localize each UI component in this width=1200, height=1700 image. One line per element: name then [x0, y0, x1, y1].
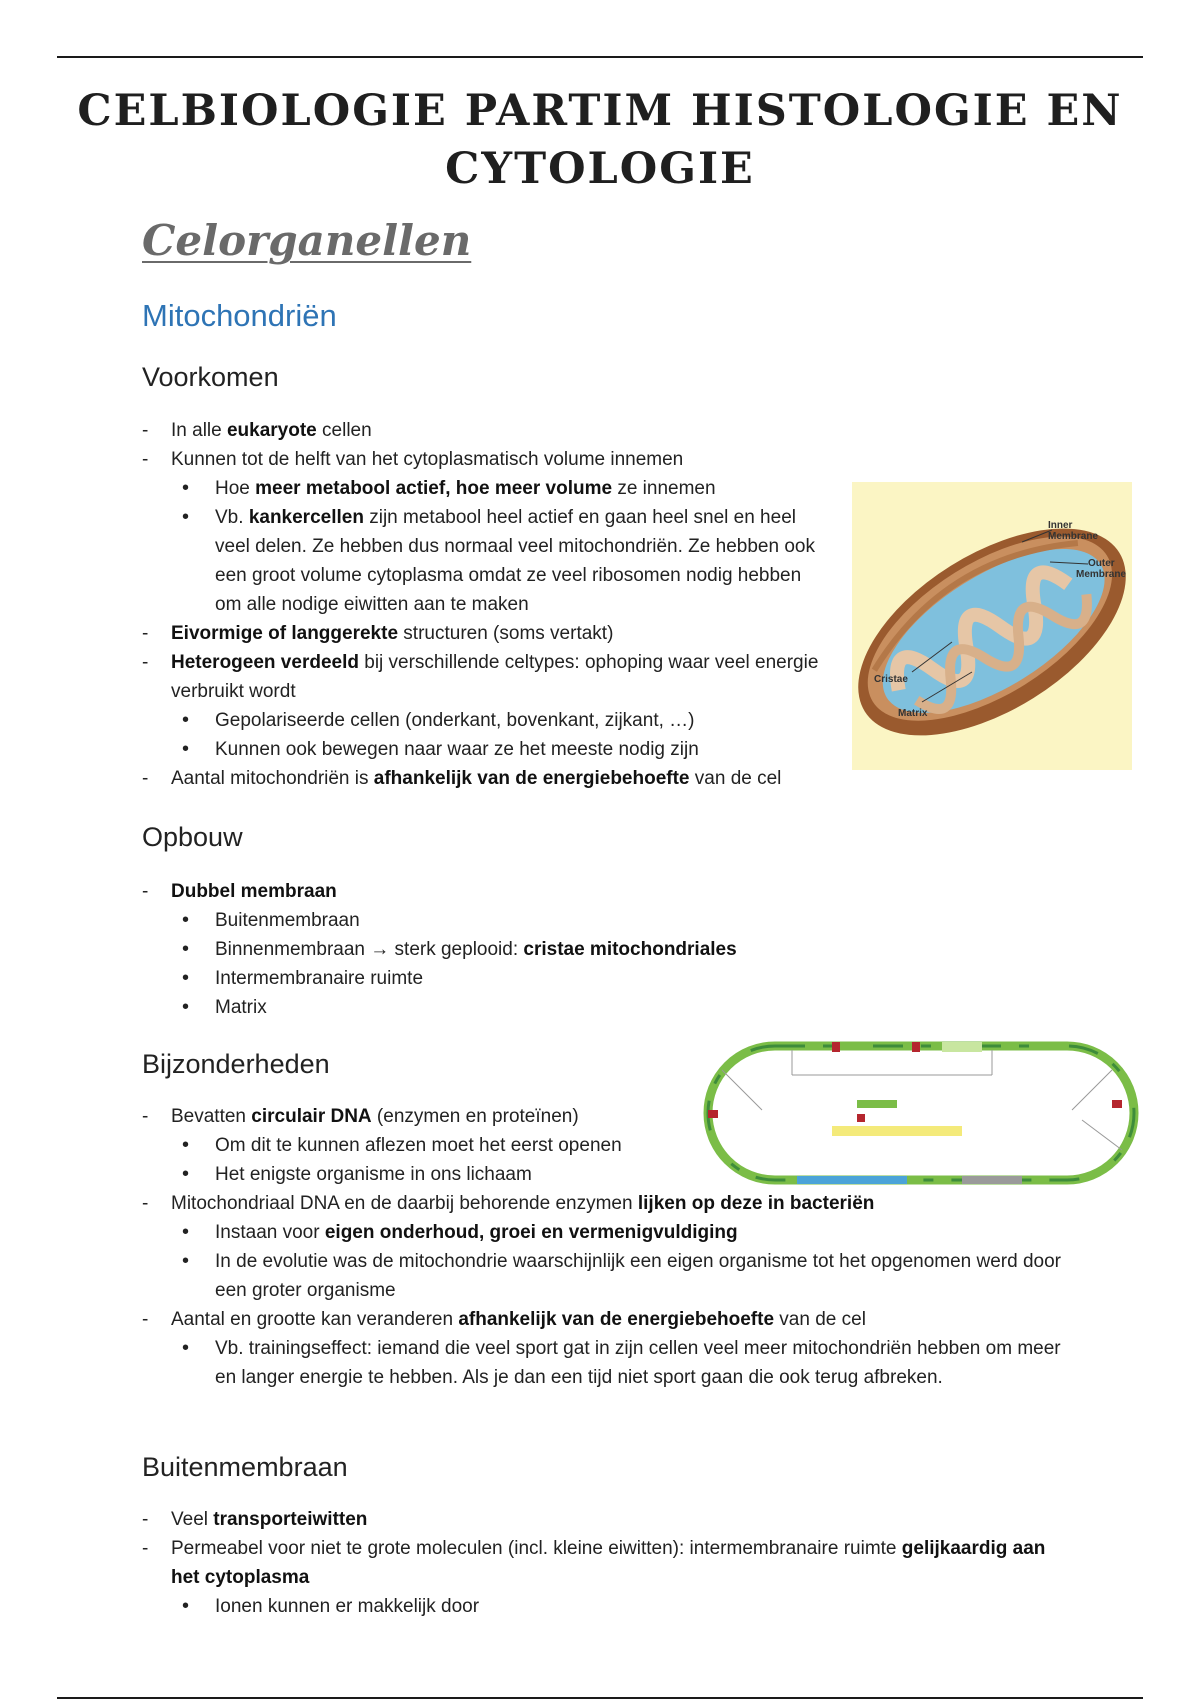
list-item [142, 1534, 1062, 1592]
bullet-item [142, 503, 832, 619]
bullet-item [142, 935, 1042, 964]
list-opbouw [142, 877, 1042, 1022]
text-run: (enzymen en proteïnen) [371, 1106, 579, 1127]
label-outer-2: Membrane [1076, 569, 1127, 580]
text-run: Hoe [215, 478, 256, 499]
heading-opbouw: Opbouw [142, 822, 243, 852]
text-run: Aantal mitochondriën is [171, 768, 374, 789]
mitochondrion-illustration [852, 482, 1132, 770]
text-run: Om dit te kunnen aflezen moet het eerst openen [215, 1135, 622, 1156]
bullet-item [142, 1592, 1062, 1621]
bullet-item [142, 1247, 1062, 1305]
heading-bijzonderheden: Bijzonderheden [142, 1049, 330, 1079]
label-matrix: Matrix [898, 708, 928, 719]
bold-text: cristae mitochondriales [523, 939, 737, 960]
top-rule [57, 56, 1143, 58]
subsection-heading: Mitochondriën [142, 298, 337, 333]
label-inner-2: Membrane [1048, 531, 1099, 542]
list-item [142, 1505, 1062, 1534]
list-item [142, 1102, 1062, 1131]
bold-text: afhankelijk van de energiebehoefte [458, 1309, 775, 1330]
bold-text: afhankelijk van de energiebehoefte [373, 768, 690, 789]
bullet-item [142, 474, 832, 503]
text-run: In de evolutie was de mitochondrie waarschijnlijk een eigen organisme tot het opgenomen werd door een groter organisme [215, 1251, 1062, 1301]
label-cristae: Cristae [874, 674, 908, 685]
bold-text: Heterogeen verdeeld [171, 652, 359, 673]
bold-text: eigen onderhoud, groei en vermenigvuldiging [324, 1222, 738, 1243]
text-run: Bevatten [171, 1106, 252, 1127]
text-run: ze innemen [612, 478, 716, 499]
heading-voorkomen: Voorkomen [142, 362, 279, 392]
text-run: Vb. [215, 507, 249, 528]
text-run: Buitenmembraan [215, 910, 360, 931]
text-run: In alle [171, 420, 227, 441]
text-run: van de cel [774, 1309, 866, 1330]
text-run: Veel [171, 1509, 214, 1530]
bullet-item [142, 906, 1042, 935]
list-item [142, 1189, 1062, 1218]
bold-text: Eivormige of langgerekte [171, 623, 399, 644]
list-item [142, 648, 832, 706]
text-run: Intermembranaire ruimte [215, 968, 424, 989]
bold-text: lijken op deze in bacteriën [637, 1193, 875, 1214]
bullet-item [142, 1160, 1062, 1189]
bold-text: kankercellen [248, 507, 364, 528]
list-item [142, 1305, 1062, 1334]
bullet-item [142, 706, 832, 735]
mitochondrion-figure [852, 482, 1132, 770]
text-run: Kunnen tot de helft van het cytoplasmatisch volume innemen [171, 449, 684, 470]
list-item [142, 416, 832, 445]
bold-text: meer metabool actief, hoe meer volume [255, 478, 613, 499]
text-run: Kunnen ook bewegen naar waar ze het meeste nodig zijn [215, 739, 699, 760]
text-run: Binnenmembraan → sterk geplooid: [215, 939, 524, 960]
bullet-item [142, 1334, 1062, 1392]
bold-text: transporteiwitten [213, 1509, 368, 1530]
bullet-item [142, 964, 1042, 993]
text-run: zijn metabool heel actief en gaan heel snel en heel veel delen. Ze hebben dus normaal veel mitochondriën. Ze hebben ook een groot volume cytoplasma omdat ze veel ribosomen nodig hebben om alle nodige eiwitten aan te maken [215, 507, 815, 615]
list-buitenmembraan [142, 1505, 1062, 1621]
list-voorkomen [142, 416, 832, 793]
list-item [142, 764, 832, 793]
text-run: Vb. trainingseffect: iemand die veel sport gat in zijn cellen veel meer mitochondriën hebben om meer en langer energie te hebben. Als je dan een tijd niet sport gaan die ook terug afbreken. [215, 1338, 1061, 1388]
bold-text: eukaryote [226, 420, 317, 441]
text-run: Matrix [215, 997, 267, 1018]
heading-buitenmembraan: Buitenmembraan [142, 1452, 348, 1482]
document-title: CELBIOLOGIE PARTIM HISTOLOGIE EN CYTOLOGIE [77, 86, 1123, 194]
label-outer: Outer [1088, 558, 1115, 569]
text-run: Mitochondriaal DNA en de daarbij behorende enzymen [171, 1193, 638, 1214]
text-run: bij verschillende celtypes: ophoping waar veel energie verbruikt wordt [171, 652, 819, 702]
bold-text: circulair DNA [251, 1106, 372, 1127]
text-run: Ionen kunnen er makkelijk door [215, 1596, 480, 1617]
text-run: Instaan voor [215, 1222, 325, 1243]
text-run: structuren (soms vertakt) [398, 623, 614, 644]
text-run: Het enigste organisme in ons lichaam [215, 1164, 532, 1185]
section-heading: Celorganellen [142, 216, 472, 265]
bullet-item [142, 1131, 1062, 1160]
text-run: Aantal en grootte kan veranderen [171, 1309, 459, 1330]
text-run: Permeabel voor niet te grote moleculen (incl. kleine eiwitten): intermembranaire ruimte [171, 1538, 902, 1559]
bullet-item [142, 735, 832, 764]
list-item [142, 445, 832, 474]
list-item [142, 619, 832, 648]
list-bijzonderheden [142, 1102, 1062, 1392]
bottom-rule [57, 1697, 1143, 1699]
bullet-item [142, 1218, 1062, 1247]
text-run: Gepolariseerde cellen (onderkant, bovenkant, zijkant, …) [215, 710, 695, 731]
text-run: cellen [316, 420, 372, 441]
list-item [142, 877, 1042, 906]
label-inner: Inner [1048, 520, 1073, 531]
bold-text: Dubbel membraan [171, 881, 337, 902]
text-run: van de cel [689, 768, 782, 789]
bullet-item [142, 993, 1042, 1022]
bold-text: gelijkaardig aan het cytoplasma [171, 1538, 1046, 1588]
